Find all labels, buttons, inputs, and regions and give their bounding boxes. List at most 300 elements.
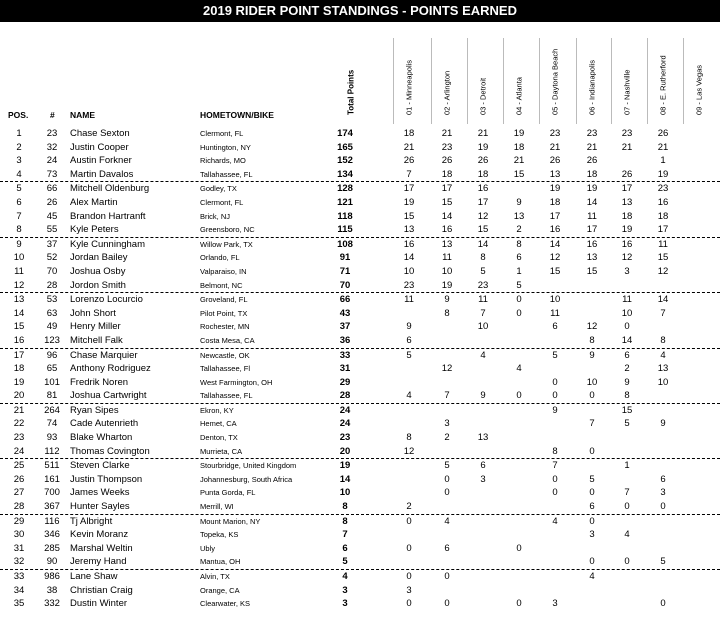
total-points-cell: 33 <box>339 349 351 361</box>
round-points-cell: 10 <box>549 294 561 306</box>
total-points-cell: 28 <box>339 390 351 402</box>
round-points-cell: 12 <box>621 252 633 264</box>
rider-number-cell: 70 <box>46 265 58 277</box>
table-row <box>0 555 720 570</box>
round-points-cell: 26 <box>657 128 669 139</box>
rider-name-cell: Steven Clarke <box>70 460 130 472</box>
round-points-cell: 19 <box>513 128 525 139</box>
rider-number-cell: 81 <box>46 390 58 402</box>
total-points-cell: 24 <box>339 418 351 430</box>
total-points-cell: 115 <box>337 224 353 236</box>
round-points-cell: 19 <box>586 183 598 195</box>
round-points-cell: 2 <box>516 224 522 236</box>
round-points-cell: 12 <box>403 445 415 457</box>
rider-number-cell: 52 <box>46 252 58 264</box>
round-points-cell: 0 <box>406 571 412 582</box>
round-points-cell: 3 <box>406 584 412 596</box>
round-points-cell: 0 <box>516 390 522 402</box>
hometown-cell: Clermont, FL <box>200 129 244 138</box>
rider-name-cell: Lorenzo Locurcio <box>70 294 143 306</box>
round-points-cell: 7 <box>589 418 595 430</box>
rider-number-cell: 264 <box>44 404 60 416</box>
hometown-cell: Brick, NJ <box>200 211 230 221</box>
round-points-cell: 0 <box>444 473 450 485</box>
round-points-cell: 0 <box>624 556 630 568</box>
round-points-cell: 19 <box>549 183 561 195</box>
table-row <box>0 362 720 376</box>
rider-number-cell: 66 <box>46 183 58 195</box>
round-points-cell: 0 <box>516 542 522 554</box>
round-header: 01 - Minneapolis <box>404 59 414 115</box>
round-points-cell: 23 <box>657 183 669 195</box>
round-points-cell: 7 <box>406 168 412 180</box>
round-points-cell: 0 <box>624 501 630 513</box>
table-row <box>0 349 720 363</box>
hometown-cell: Orange, CA <box>200 585 240 595</box>
round-points-cell: 0 <box>552 473 558 485</box>
column-divider <box>503 38 504 124</box>
round-points-cell: 26 <box>403 155 415 167</box>
total-points-cell: 3 <box>342 598 348 610</box>
round-points-cell: 17 <box>549 210 561 222</box>
table-row <box>0 334 720 349</box>
hometown-cell: Merrill, WI <box>200 502 234 512</box>
round-points-cell: 8 <box>406 432 412 444</box>
round-points-cell: 3 <box>552 598 558 610</box>
round-points-cell: 0 <box>660 501 666 513</box>
hometown-cell: Tallahassee, FL <box>200 169 253 179</box>
total-points-cell: 10 <box>339 487 351 499</box>
round-points-cell: 10 <box>586 376 598 388</box>
hometown-cell: Tallahassee, Fl <box>200 364 251 374</box>
table-row <box>0 528 720 542</box>
rider-number-cell: 26 <box>46 196 58 208</box>
round-points-cell: 12 <box>549 252 561 264</box>
rider-number-cell: 65 <box>46 363 58 375</box>
position-cell: 29 <box>13 515 25 527</box>
round-points-cell: 26 <box>477 155 489 167</box>
total-points-cell: 108 <box>337 238 353 250</box>
rider-name-cell: Ryan Sipes <box>70 404 119 416</box>
round-points-cell: 8 <box>480 252 486 264</box>
rider-name-cell: Chase Sexton <box>70 128 130 139</box>
total-points-cell: 20 <box>339 445 351 457</box>
rider-name-cell: Jeremy Hand <box>70 556 127 568</box>
hometown-cell: Rochester, MN <box>200 322 250 332</box>
position-cell: 2 <box>16 141 22 153</box>
table-row <box>0 473 720 487</box>
round-points-cell: 11 <box>442 252 452 264</box>
round-points-cell: 15 <box>441 196 453 208</box>
column-headers <box>0 38 720 124</box>
round-points-cell: 11 <box>404 294 414 306</box>
round-points-cell: 15 <box>621 404 633 416</box>
round-points-cell: 3 <box>444 418 450 430</box>
round-points-cell: 3 <box>480 473 486 485</box>
position-cell: 14 <box>13 307 25 319</box>
total-points-cell: 71 <box>339 265 351 277</box>
rider-number-cell: 74 <box>46 418 58 430</box>
round-points-cell: 21 <box>441 128 453 139</box>
round-points-cell: 3 <box>624 265 630 277</box>
round-points-cell: 15 <box>513 168 525 180</box>
round-points-cell: 19 <box>403 196 415 208</box>
round-points-cell: 8 <box>552 445 558 457</box>
round-points-cell: 0 <box>516 294 522 306</box>
rider-name-cell: Austin Forkner <box>70 155 132 167</box>
round-points-cell: 0 <box>552 390 558 402</box>
rider-number-cell: 45 <box>46 210 58 222</box>
table-row <box>0 584 720 598</box>
round-points-cell: 18 <box>477 168 489 180</box>
position-cell: 31 <box>13 542 25 554</box>
rider-name-cell: Christian Craig <box>70 584 133 596</box>
rider-name-cell: James Weeks <box>70 487 130 499</box>
round-points-cell: 9 <box>660 418 666 430</box>
rider-name-cell: Mitchell Falk <box>70 334 123 346</box>
rider-name-cell: Lane Shaw <box>70 571 118 582</box>
round-points-cell: 13 <box>586 252 598 264</box>
round-points-cell: 0 <box>516 598 522 610</box>
round-points-cell: 26 <box>549 155 561 167</box>
round-header: 08 - E. Rutherford <box>658 55 668 115</box>
round-points-cell: 9 <box>624 376 630 388</box>
round-points-cell: 18 <box>513 141 525 153</box>
round-points-cell: 17 <box>586 224 598 236</box>
round-points-cell: 26 <box>586 155 598 167</box>
rider-name-cell: Kyle Cunningham <box>70 238 145 250</box>
round-points-cell: 9 <box>552 404 558 416</box>
total-points-cell: 24 <box>339 404 351 416</box>
round-header: 06 - Indianapolis <box>587 59 597 115</box>
hometown-cell: Costa Mesa, CA <box>200 335 255 345</box>
rider-name-cell: Jordan Bailey <box>70 252 128 264</box>
round-points-cell: 14 <box>477 238 489 250</box>
rider-number-cell: 123 <box>44 334 60 346</box>
round-points-cell: 10 <box>441 265 453 277</box>
table-row <box>0 182 720 196</box>
table-row <box>0 500 720 515</box>
total-points-cell: 23 <box>339 432 351 444</box>
round-points-cell: 4 <box>406 390 412 402</box>
round-points-cell: 19 <box>621 224 633 236</box>
round-points-cell: 8 <box>624 390 630 402</box>
round-points-cell: 4 <box>660 349 666 361</box>
round-points-cell: 9 <box>480 390 486 402</box>
round-points-cell: 5 <box>516 279 522 291</box>
round-points-cell: 13 <box>657 363 669 375</box>
total-points-cell: 31 <box>339 363 351 375</box>
hometown-cell: Ubly <box>200 543 216 553</box>
rider-number-cell: 116 <box>44 515 60 527</box>
hometown-cell: Orlando, FL <box>200 253 240 263</box>
rider-name-cell: Justin Thompson <box>70 473 143 485</box>
round-header: 07 - Nashville <box>622 69 632 115</box>
round-points-cell: 8 <box>444 307 450 319</box>
round-points-cell: 11 <box>622 294 632 306</box>
rider-name-cell: Hunter Sayles <box>70 501 130 513</box>
round-points-cell: 0 <box>589 556 595 568</box>
total-points-cell: 8 <box>342 501 348 513</box>
rider-number-cell: 161 <box>44 473 60 485</box>
round-points-cell: 4 <box>589 571 595 582</box>
round-points-cell: 9 <box>406 321 412 333</box>
name-header: NAME <box>70 110 96 120</box>
rider-name-cell: Chase Marquier <box>70 349 138 361</box>
round-points-cell: 0 <box>516 307 522 319</box>
position-cell: 23 <box>13 432 25 444</box>
round-points-cell: 6 <box>624 349 630 361</box>
position-cell: 26 <box>13 473 25 485</box>
round-points-cell: 8 <box>660 334 666 346</box>
round-header: 09 - Las Vegas <box>694 64 704 115</box>
hometown-cell: Belmont, NC <box>200 280 243 290</box>
round-points-cell: 23 <box>549 128 561 139</box>
column-divider <box>393 38 394 124</box>
rider-name-cell: Jordon Smith <box>70 279 126 291</box>
round-points-cell: 15 <box>657 252 669 264</box>
hometown-cell: Newcastle, OK <box>200 350 250 360</box>
round-points-cell: 4 <box>552 515 558 527</box>
round-points-cell: 12 <box>586 321 598 333</box>
round-points-cell: 6 <box>406 334 412 346</box>
round-points-cell: 0 <box>589 445 595 457</box>
round-points-cell: 10 <box>621 307 633 319</box>
round-points-cell: 0 <box>444 571 450 582</box>
round-points-cell: 26 <box>621 168 633 180</box>
round-points-cell: 15 <box>586 265 598 277</box>
hometown-cell: Ekron, KY <box>200 405 234 415</box>
total-points-cell: 121 <box>337 196 353 208</box>
round-points-cell: 19 <box>441 279 453 291</box>
round-points-cell: 15 <box>549 265 561 277</box>
round-points-cell: 17 <box>477 196 489 208</box>
rider-number-cell: 986 <box>44 571 60 582</box>
round-points-cell: 10 <box>657 376 669 388</box>
round-points-cell: 0 <box>552 487 558 499</box>
round-points-cell: 16 <box>657 196 669 208</box>
position-cell: 28 <box>13 501 25 513</box>
hometown-cell: Hemet, CA <box>200 419 237 429</box>
round-points-cell: 7 <box>624 487 630 499</box>
rider-name-cell: Henry Miller <box>70 321 121 333</box>
round-points-cell: 9 <box>589 349 595 361</box>
round-points-cell: 6 <box>589 501 595 513</box>
rider-name-cell: Dustin Winter <box>70 598 128 610</box>
rider-number-cell: 112 <box>44 445 60 457</box>
table-row <box>0 154 720 168</box>
table-row <box>0 376 720 390</box>
round-points-cell: 1 <box>660 155 666 167</box>
round-points-cell: 11 <box>550 307 560 319</box>
rider-name-cell: Marshal Weltin <box>70 542 133 554</box>
total-points-cell: 70 <box>339 279 351 291</box>
round-points-cell: 12 <box>441 363 453 375</box>
round-points-cell: 4 <box>624 529 630 541</box>
round-header: 04 - Atlanta <box>514 77 524 115</box>
position-cell: 11 <box>14 265 24 277</box>
table-row <box>0 404 720 418</box>
rider-name-cell: Mitchell Oldenburg <box>70 183 150 195</box>
rider-number-cell: 28 <box>46 279 58 291</box>
round-points-cell: 6 <box>480 460 486 472</box>
round-points-cell: 17 <box>657 224 669 236</box>
round-points-cell: 8 <box>589 334 595 346</box>
table-row <box>0 542 720 556</box>
round-points-cell: 19 <box>657 168 669 180</box>
total-points-cell: 7 <box>342 529 348 541</box>
rider-number-cell: 24 <box>46 155 58 167</box>
total-points-cell: 152 <box>337 155 353 167</box>
rider-name-cell: Anthony Rodriguez <box>70 363 151 375</box>
round-points-cell: 14 <box>549 238 561 250</box>
total-points-cell: 14 <box>339 473 351 485</box>
round-points-cell: 14 <box>657 294 669 306</box>
position-cell: 15 <box>13 321 25 333</box>
hometown-header: HOMETOWN/BIKE <box>200 110 274 120</box>
round-points-cell: 21 <box>549 141 561 153</box>
rider-number-cell: 53 <box>46 294 58 306</box>
hometown-cell: Denton, TX <box>200 433 238 443</box>
hometown-cell: Tallahassee, FL <box>200 391 253 401</box>
round-points-cell: 16 <box>621 238 633 250</box>
round-points-cell: 23 <box>403 279 415 291</box>
round-points-cell: 18 <box>403 128 415 139</box>
position-cell: 5 <box>16 183 22 195</box>
round-points-cell: 2 <box>444 432 450 444</box>
round-points-cell: 14 <box>441 210 453 222</box>
rider-number-cell: 101 <box>44 376 60 388</box>
rider-number-cell: 285 <box>44 542 60 554</box>
position-cell: 20 <box>13 390 25 402</box>
round-points-cell: 5 <box>444 460 450 472</box>
round-points-cell: 17 <box>441 183 453 195</box>
rider-name-cell: Alex Martin <box>70 196 118 208</box>
rider-number-cell: 73 <box>46 168 58 180</box>
round-points-cell: 26 <box>441 155 453 167</box>
round-points-cell: 23 <box>586 128 598 139</box>
round-points-cell: 23 <box>477 279 489 291</box>
round-points-cell: 17 <box>403 183 415 195</box>
position-cell: 16 <box>13 334 25 346</box>
round-points-cell: 7 <box>552 460 558 472</box>
round-points-cell: 6 <box>552 321 558 333</box>
round-points-cell: 11 <box>587 210 597 222</box>
round-points-cell: 4 <box>444 515 450 527</box>
round-points-cell: 9 <box>444 294 450 306</box>
round-points-cell: 18 <box>657 210 669 222</box>
position-cell: 25 <box>13 460 25 472</box>
table-row <box>0 168 720 183</box>
round-points-cell: 14 <box>586 196 598 208</box>
rider-name-cell: Fredrik Noren <box>70 376 129 388</box>
round-points-cell: 0 <box>589 487 595 499</box>
table-row <box>0 431 720 445</box>
rider-name-cell: Thomas Covington <box>70 445 150 457</box>
round-points-cell: 18 <box>586 168 598 180</box>
page-title: 2019 RIDER POINT STANDINGS - POINTS EARNED <box>0 0 720 22</box>
round-points-cell: 19 <box>477 141 489 153</box>
rider-number-cell: 32 <box>46 141 58 153</box>
round-points-cell: 5 <box>552 349 558 361</box>
round-points-cell: 5 <box>480 265 486 277</box>
hometown-cell: West Farmington, OH <box>200 377 273 387</box>
position-cell: 30 <box>13 529 25 541</box>
round-points-cell: 4 <box>516 363 522 375</box>
hometown-cell: Huntington, NY <box>200 142 251 152</box>
round-points-cell: 5 <box>406 349 412 361</box>
round-points-cell: 7 <box>480 307 486 319</box>
round-points-cell: 12 <box>657 265 669 277</box>
round-points-cell: 6 <box>444 542 450 554</box>
position-cell: 12 <box>13 279 25 291</box>
standings-table <box>0 127 720 611</box>
rider-number-cell: 700 <box>44 487 60 499</box>
column-divider <box>431 38 432 124</box>
rider-number-cell: 37 <box>46 238 58 250</box>
hometown-cell: Richards, MO <box>200 156 246 166</box>
position-cell: 1 <box>16 128 22 139</box>
position-cell: 21 <box>13 404 25 416</box>
round-points-cell: 11 <box>658 238 668 250</box>
round-points-cell: 5 <box>589 473 595 485</box>
round-points-cell: 10 <box>403 265 415 277</box>
round-points-cell: 10 <box>477 321 489 333</box>
round-points-cell: 14 <box>403 252 415 264</box>
hometown-cell: Topeka, KS <box>200 530 239 540</box>
round-points-cell: 4 <box>480 349 486 361</box>
round-points-cell: 13 <box>441 238 453 250</box>
rider-number-cell: 55 <box>46 224 58 236</box>
round-points-cell: 13 <box>549 168 561 180</box>
rider-number-cell: 346 <box>44 529 60 541</box>
round-points-cell: 13 <box>477 432 489 444</box>
rider-name-cell: Martin Davalos <box>70 168 134 180</box>
rider-number-cell: 511 <box>44 460 60 472</box>
total-points-cell: 165 <box>337 141 353 153</box>
total-points-cell: 29 <box>339 376 351 388</box>
table-row <box>0 417 720 431</box>
table-row <box>0 210 720 224</box>
table-row <box>0 459 720 473</box>
table-row <box>0 307 720 321</box>
round-points-cell: 3 <box>589 529 595 541</box>
table-row <box>0 279 720 294</box>
round-header: 02 - Arlington <box>442 70 452 115</box>
table-row <box>0 251 720 265</box>
column-divider <box>539 38 540 124</box>
total-points-cell: 37 <box>339 321 351 333</box>
round-points-cell: 13 <box>403 224 415 236</box>
round-points-cell: 21 <box>586 141 598 153</box>
total-points-cell: 8 <box>342 515 348 527</box>
rider-name-cell: Tj Albright <box>70 515 113 527</box>
total-points-cell: 91 <box>339 252 351 264</box>
rider-name-cell: Joshua Cartwright <box>70 390 147 402</box>
table-row <box>0 238 720 252</box>
rider-number-cell: 96 <box>46 349 58 361</box>
rider-name-cell: John Short <box>70 307 116 319</box>
round-header: 05 - Daytona Beach <box>550 48 560 115</box>
round-points-cell: 18 <box>621 210 633 222</box>
position-cell: 22 <box>13 418 25 430</box>
round-points-cell: 2 <box>406 501 412 513</box>
round-points-cell: 16 <box>477 183 489 195</box>
total-points-cell: 19 <box>339 460 351 472</box>
table-row <box>0 223 720 238</box>
total-points-cell: 36 <box>339 334 351 346</box>
round-points-cell: 16 <box>549 224 561 236</box>
